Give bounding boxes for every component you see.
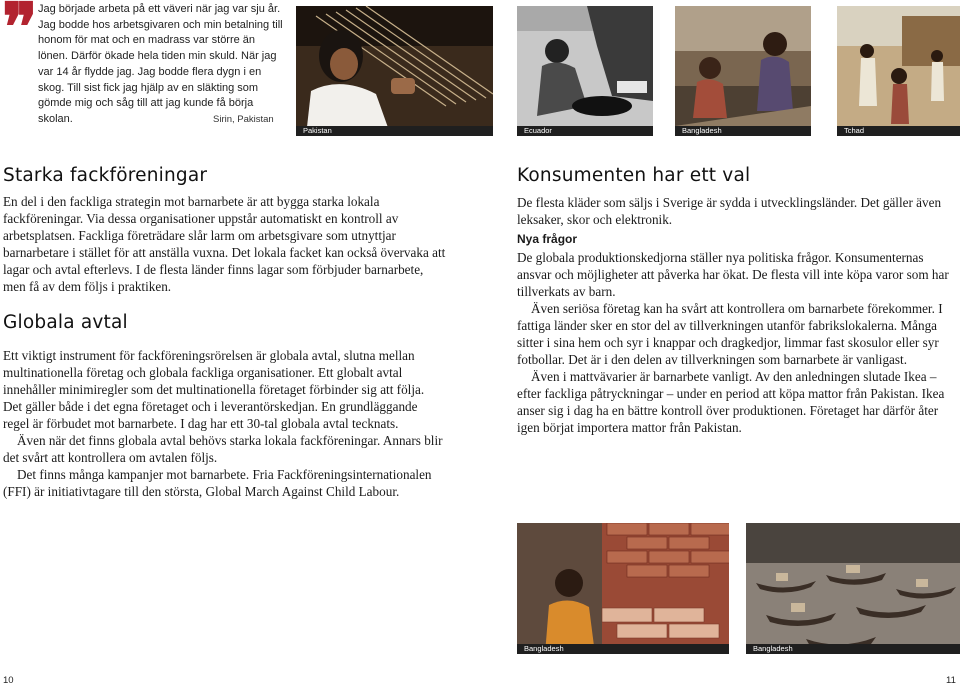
paragraph-intro: De flesta kläder som säljs i Sverige är sydda i utvecklingsländer. Det gäller även leksaker, skor och elektronik. (517, 195, 942, 227)
section-konsumenten (517, 194, 958, 436)
photo-caption: Tchad (837, 126, 960, 136)
photo-caption: Bangladesh (675, 126, 811, 136)
section-globala-avtal (3, 347, 446, 500)
paragraph: En del i den fackliga strategin mot barnarbete är att bygga starka lokala fackföreningar. Via dessa organisationer uppstår automatiskt en kontroll av arbetsplatsen. Fackliga företrädare slår larm om arbetsgivare som utnyttjar barnarbetare i stället för att anställa vuxna. Det lokala facket kan också övervaka att lagar och avtal efterlevs. I de flesta länder finns lagar som förbjuder barnarbete, men få av dem följs i praktiken. (3, 194, 446, 294)
paragraph: Även i mattvävarier är barnarbete vanligt. Av den anledningen slutade Ikea – efter fackliga påtryckningar – under en period att köpa mattor från Pakistan. Ikea anser sig i dag ha en bättre kontroll över produktionen. Företaget har därför åter igen börjat importera mattor från Pakistan. (517, 369, 945, 435)
section-starka-fackforeningar (3, 193, 446, 295)
heading-starka-fackforeningar: Starka fackföreningar (3, 165, 208, 186)
photo-caption: Bangladesh (746, 644, 960, 654)
heading-globala-avtal: Globala avtal (3, 312, 128, 333)
page-number-right: 11 (946, 675, 956, 685)
paragraph: Även när det finns globala avtal behövs starka lokala fackföreningar. Annars blir det svårt att kontrollera om avtalen följs. (3, 433, 443, 465)
quote-attribution: Sirin, Pakistan (213, 114, 274, 125)
paragraph: De globala produktionskedjorna ställer nya politiska frågor. Konsumenternas ansvar och möjligheter att påverka har ökat. De flesta vill inte köpa varor som har tillverkats av barn. (517, 250, 949, 299)
photo-caption: Bangladesh (517, 644, 729, 654)
paragraph: Även seriösa företag kan ha svårt att kontrollera om barnarbete förekommer. I fattiga länder sker en stor del av tillverkningen utanför fabrikslokalerna. Många sitter i sina hem och syr i knappar och dragkedjor, limmar fast skosulor eller syr fotbollar. Det är i den delen av tillverkningen som barnarbete är vanligast. (517, 301, 943, 367)
quote-text: Jag började arbeta på ett väveri när jag var sju år. Jag bodde hos arbetsgivaren och min betalning till honom för mat och en madrass var större än lönen. Därför ökade hela tiden min skuld. När jag var 14 år flydde jag. Jag bodde flera dygn i en skog. Till sist fick jag hjälp av en släkting som gömde mig och såg till att jag kunde få börja skolan. (38, 3, 283, 125)
photo-bangladesh-children (675, 6, 811, 136)
photo-tchad-street (837, 6, 960, 136)
subheading-nya-fragor: Nya frågor (517, 232, 578, 246)
paragraph: Det finns många kampanjer mot barnarbete. Fria Fackföreningsinternationalen (FFI) är initiativtagare till den största, Global March Against Child Labour. (3, 467, 432, 499)
photo-bangladesh-bricks (517, 523, 729, 654)
page-number-left: 10 (3, 675, 14, 685)
photo-pakistan-weaving (296, 6, 493, 136)
photo-bangladesh-boats (746, 523, 960, 654)
photo-ecuador-shoe (517, 6, 653, 136)
quote-mark-icon: ❞ (2, 0, 28, 66)
heading-konsumenten: Konsumenten har ett val (517, 165, 751, 186)
photo-caption: Ecuador (517, 126, 653, 136)
photo-caption: Pakistan (296, 126, 493, 136)
paragraph: Ett viktigt instrument för fackföreningsrörelsen är globala avtal, slutna mellan multinationella företag och globala fackliga organisationer. Ett globalt avtal innehåller minimiregler som det multinationella företaget förbinder sig att följa. Det gäller både i det egna företaget och i leverantörskedjan. En grundläggande regel är förbudet mot barnarbete. I dag har ett 30-tal globala avtal tecknats. (3, 348, 425, 431)
